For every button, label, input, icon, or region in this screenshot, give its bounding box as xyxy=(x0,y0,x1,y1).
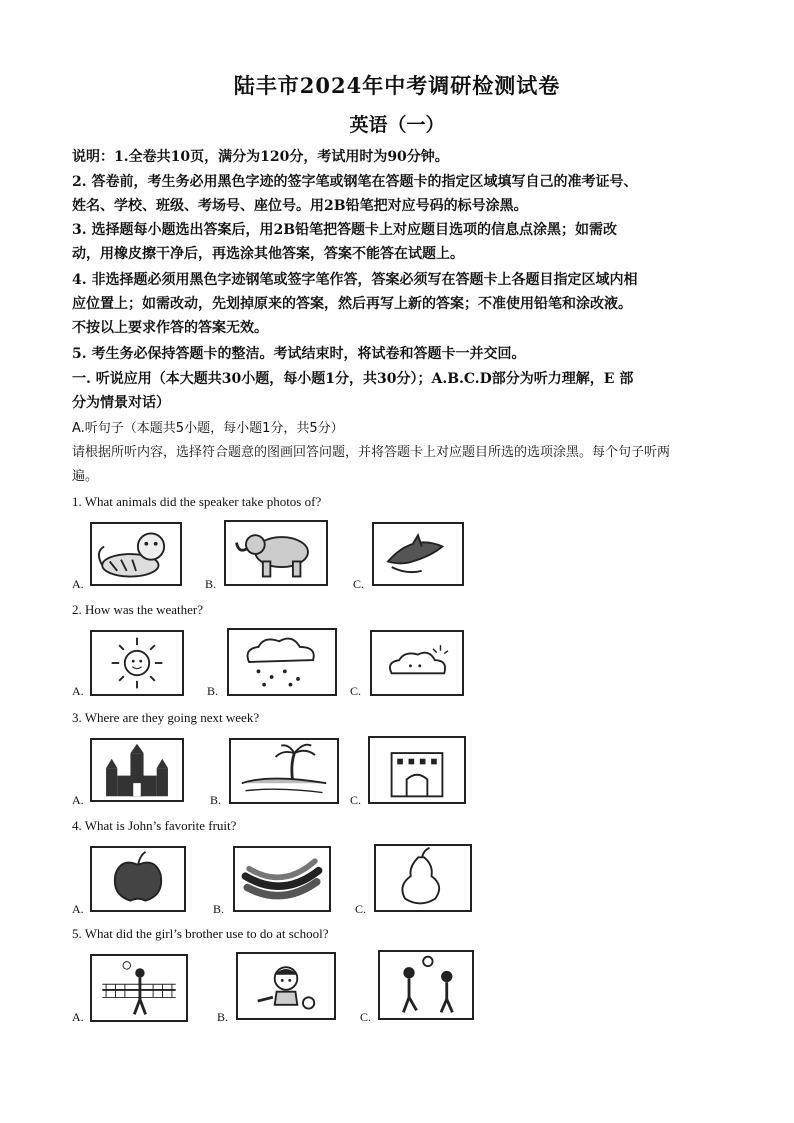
castle-picture xyxy=(90,738,184,802)
question-text: 3. Where are they going next week? xyxy=(72,710,260,725)
option-c-label: C. xyxy=(355,902,367,916)
page-title: 陆丰市2024年中考调研检测试卷 xyxy=(233,73,561,98)
instruction-line: 姓名、学校、班级、考场号、座位号。用2B铅笔把对应号码的标号涂黑。 xyxy=(72,198,528,214)
section-heading: 分为情景对话） xyxy=(72,395,170,411)
pear-picture xyxy=(374,844,472,912)
question-text: 5. What did the girl’s brother use to do at school? xyxy=(72,926,329,941)
part-a-instructions: 请根据所听内容，选择符合题意的图画回答问题，并将答题卡上对应题目所选的选项涂黑。每个句子听两 xyxy=(72,445,671,460)
option-a-label: A. xyxy=(72,793,84,807)
instruction-line: 3. 选择题每小题选出答案后，用2B铅笔把答题卡上对应题目选项的信息点涂黑；如需改 xyxy=(72,222,618,238)
section-heading: 一. 听说应用（本大题共30小题，每小题1分，共30分）；A.B.C.D部分为听力理解，E 部 xyxy=(72,371,634,387)
option-b-label: B. xyxy=(205,577,217,591)
dolphin-picture xyxy=(372,522,464,586)
question-text: 4. What is John’s favorite fruit? xyxy=(72,818,237,833)
question-text: 1. What animals did the speaker take photos of? xyxy=(72,494,322,509)
island-picture xyxy=(229,738,339,804)
option-b-label: B. xyxy=(207,684,219,698)
soccer-picture xyxy=(236,952,336,1020)
elephant-picture xyxy=(224,520,328,586)
part-a-instructions: 遍。 xyxy=(72,469,99,484)
option-c-label: C. xyxy=(350,793,362,807)
instruction-line: 不按以上要求作答的答案无效。 xyxy=(72,320,268,336)
option-b-label: B. xyxy=(210,793,222,807)
instruction-line: 动，用橡皮擦干净后，再选涂其他答案，答案不能答在试题上。 xyxy=(72,246,464,262)
rain-cloud-picture xyxy=(227,628,337,696)
option-c-label: C. xyxy=(360,1010,372,1024)
option-a-label: A. xyxy=(72,577,84,591)
instruction-line: 应位置上；如需改动，先划掉原来的答案，然后再写上新的答案；不准使用铅笔和涂改液。 xyxy=(72,296,632,312)
option-a-label: A. xyxy=(72,1010,84,1024)
option-b-label: B. xyxy=(213,902,225,916)
instruction-line: 5. 考生务必保持答题卡的整洁。考试结束时，将试卷和答题卡一并交回。 xyxy=(72,346,526,362)
building-picture xyxy=(368,736,466,804)
question-text: 2. How was the weather? xyxy=(72,602,204,617)
option-a-label: A. xyxy=(72,684,84,698)
volleyball-picture xyxy=(90,954,188,1022)
part-a-title: A.听句子（本题共5小题，每小题1分，共5分） xyxy=(72,421,344,436)
playing-ball-picture xyxy=(378,950,474,1020)
option-c-label: C. xyxy=(353,577,365,591)
page-subtitle: 英语（一） xyxy=(349,114,445,136)
option-c-label: C. xyxy=(350,684,362,698)
sun-picture xyxy=(90,630,184,696)
tiger-picture xyxy=(90,522,182,586)
cloud-sun-picture xyxy=(370,630,464,696)
instruction-line: 4. 非选择题必须用黑色字迹钢笔或签字笔作答，答案必须写在答题卡上各题目指定区域内相 xyxy=(72,272,638,288)
instruction-line: 2. 答卷前，考生务必用黑色字迹的签字笔或钢笔在答题卡的指定区域填写自己的准考证号、 xyxy=(72,174,638,190)
instruction-line: 说明：1.全卷共10页，满分为120分，考试用时为90分钟。 xyxy=(72,149,449,165)
bananas-picture xyxy=(233,846,331,912)
option-b-label: B. xyxy=(217,1010,229,1024)
apple-picture xyxy=(90,846,186,912)
option-a-label: A. xyxy=(72,902,84,916)
